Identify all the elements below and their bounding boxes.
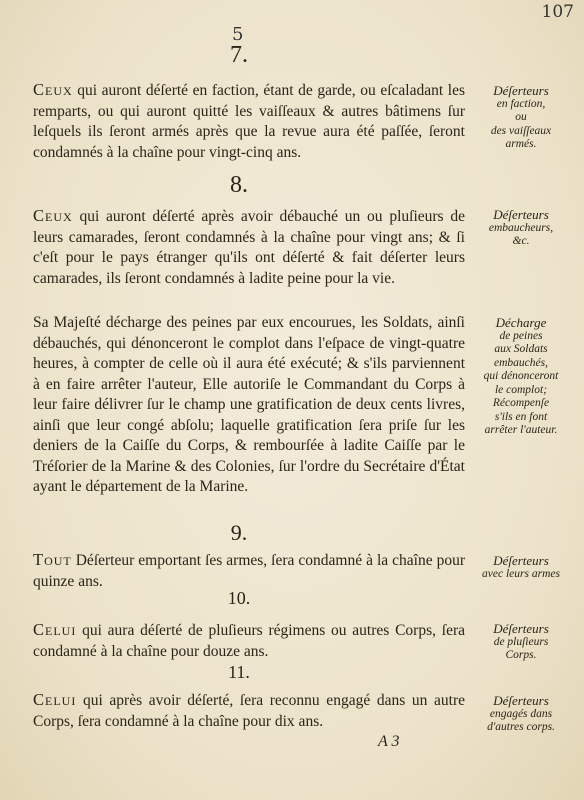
margin-line: s'ils en font: [494, 410, 548, 423]
margin-note-10: [470, 622, 572, 663]
margin-line: armés.: [505, 138, 537, 150]
article-body: qui auront déſerté en faction, étant de garde, ou eſcaladant les remparts, ou qui auront quitté les vaiſſeaux & autres bâtimens ſur leſquels ils ſeront armés après que la revue aura été paſſée, ſeront condamnés à la chaîne pour vingt-cinq ans.: [33, 82, 465, 161]
margin-line: Corps.: [505, 649, 537, 661]
article-number-9: 9.: [230, 520, 248, 545]
margin-note-8: [470, 208, 572, 249]
margin-line: qui dénonceront: [483, 370, 559, 382]
margin-line: le complot;: [494, 383, 548, 396]
margin-line: embaucheurs,: [488, 221, 554, 234]
article-7-text: [33, 80, 465, 163]
lead-word: Tout: [33, 550, 72, 569]
margin-line: arrêter l'auteur.: [484, 424, 558, 436]
margin-line: Déſerteurs: [493, 621, 549, 636]
folio-number: 107: [541, 2, 574, 22]
page-signature-top: 5: [232, 24, 244, 45]
lead-word: Ceux: [33, 206, 73, 225]
margin-note-7: [470, 84, 572, 152]
decharge-paragraph: [33, 313, 465, 498]
article-number-11: 11.: [228, 662, 250, 682]
margin-line: Décharge: [495, 315, 547, 330]
margin-line: des vaiſſeaux: [490, 124, 552, 137]
margin-line: ou: [515, 111, 527, 123]
margin-line: de peines: [499, 329, 543, 342]
article-9-text: [33, 550, 465, 592]
margin-line: Déſerteurs: [493, 553, 549, 568]
margin-line: Déſerteurs: [493, 83, 549, 98]
margin-line: Déſerteurs: [493, 207, 549, 222]
lead-word: Celui: [33, 690, 77, 709]
margin-note-11: [470, 694, 572, 735]
article-body: qui aura déſerté de pluſieurs régimens ou autres Corps, ſera condamné à la chaîne pour douze ans.: [33, 622, 465, 660]
catchword: A 3: [378, 733, 400, 750]
margin-line: Récompenſe: [492, 397, 550, 409]
article-10-text: [33, 620, 465, 662]
lead-word: Celui: [33, 620, 77, 639]
margin-line: engagés dans: [489, 707, 553, 720]
margin-line: avec leurs armes: [482, 567, 560, 580]
article-body: qui après avoir déſerté, ſera reconnu engagé dans un autre Corps, ſera condamné à la chaîne pour dix ans.: [33, 692, 465, 730]
article-11-text: [33, 690, 465, 732]
article-number-7: 7.: [230, 42, 248, 68]
paragraph-body: Sa Majeſté décharge des peines par eux encourues, les Soldats, ainſi débauchés, qui dénonceront le complot dans l'eſpace de vingt-quatre heures, à compter de celle où il aura été exécuté; & s'ils parviennent à en faire arrêter l'auteur, Elle autoriſe le Commandant du Corps à leur faire délivrer ſur le champ une gratification de deux cents livres, ainſi que leur congé abſolu; laquelle gratification ſera priſe ſur les deniers de la Caiſſe du Corps, & rembourſée à ladite Caiſſe par le Tréſorier de la Marine & des Colonies, ſur l'ordre du Secrétaire d'État ayant le département de la Marine.: [33, 314, 465, 495]
margin-line: Déſerteurs: [493, 693, 549, 708]
article-body: Déſerteur emportant ſes armes, ſera condamné à la chaîne pour quinze ans.: [33, 552, 465, 590]
margin-note-decharge: [470, 316, 572, 438]
article-body: qui auront déſerté après avoir débauché un ou pluſieurs de leurs camarades, ſeront condamnés à la chaîne pour vingt ans; & ſi c'eſt pour le pays étranger qu'ils ont déſerté & fait déſerter leurs camarades, ils ſeront condamnés à ladite peine pour la vie.: [33, 208, 465, 287]
margin-note-9: [470, 554, 572, 581]
margin-line: &c.: [512, 235, 530, 247]
article-8-text: [33, 206, 465, 289]
article-number-8: 8.: [230, 172, 248, 198]
margin-line: embauchés,: [494, 356, 548, 369]
article-number-10: 10.: [227, 588, 251, 608]
lead-word: Ceux: [33, 80, 73, 99]
margin-line: aux Soldats: [494, 343, 548, 355]
margin-line: de pluſieurs: [493, 635, 549, 648]
margin-line: d'autres corps.: [487, 721, 555, 733]
margin-line: en faction,: [496, 97, 546, 110]
